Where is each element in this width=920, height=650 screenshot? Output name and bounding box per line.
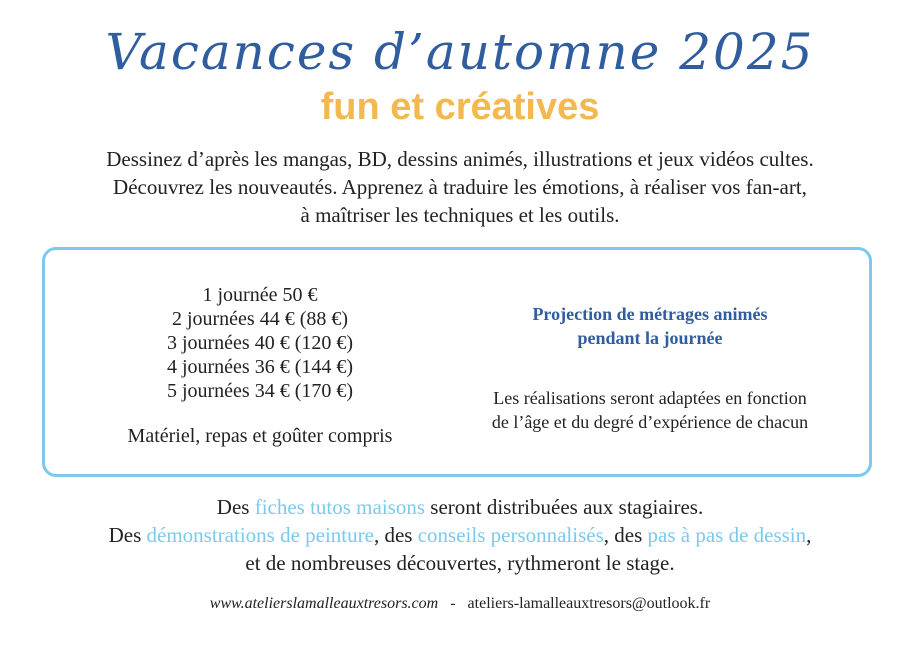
intro-line: Dessinez d’après les mangas, BD, dessins animés, illustrations et jeux vidéos cultes. [106,147,814,171]
projection-highlight [470,302,830,350]
website-link[interactable]: www.ateliers​lamalleauxtresors.com [209,595,439,612]
projection-line: Projection de métrages animés [532,304,768,324]
price-item: 5 journées 34 € (170 €) [166,380,354,402]
text: , [806,523,812,547]
intro-line: à maîtriser les techniques et les outils. [300,203,620,227]
highlight-conseils: conseils personnalisés [417,523,604,547]
text: seront distribuées aux stagiaires. [425,495,704,519]
text: Des [108,523,147,547]
footer-separator: - [450,595,456,612]
price-item: 4 journées 36 € (144 €) [166,356,354,378]
intro-line: Découvrez les nouveautés. Apprenez à traduire les émotions, à réaliser vos fan-art, [113,175,807,199]
email-link[interactable]: ateliers-lamalleauxtresors@outlook.fr [467,595,711,612]
highlight-fiches-tutos: fiches tutos maisons [254,495,426,519]
adaptation-line: de l’âge et du degré d’expérience de chacun [491,412,809,432]
outro-line-2 [0,521,920,549]
footer-contact [0,594,920,614]
price-item: 3 journées 40 € (120 €) [166,332,354,354]
text: Des [216,495,255,519]
text: , des [603,523,648,547]
highlight-demonstrations: démonstrations de peinture [146,523,374,547]
outro-paragraph [0,493,920,577]
adaptation-note [445,386,855,434]
price-list [90,283,430,403]
included-note: Matériel, repas et goûter compris [127,425,393,447]
price-item: 1 journée 50 € [202,284,318,306]
outro-line-3: et de nombreuses découvertes, rythmeront le stage. [245,551,675,575]
page-title: Vacances d’automne 2025 [105,23,815,81]
highlight-pas-a-pas: pas à pas de dessin [647,523,807,547]
adaptation-line: Les réalisations seront adaptées en fonction [493,388,807,408]
outro-line-1 [0,493,920,521]
intro-paragraph [0,145,920,229]
text: , des [373,523,418,547]
page-subtitle: fun et créatives [320,86,600,128]
projection-line: pendant la journée [577,328,723,348]
price-item: 2 journées 44 € (88 €) [171,308,349,330]
